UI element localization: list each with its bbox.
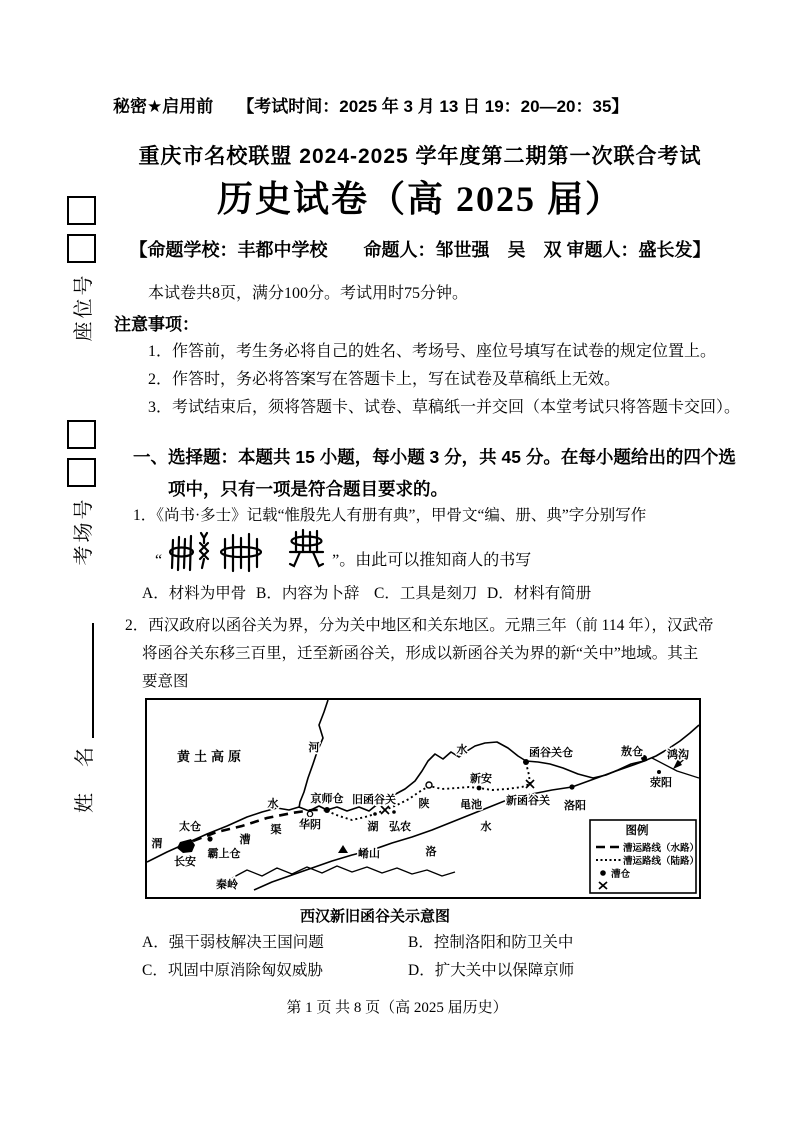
- question-2-line-2: 将函谷关东移三百里，迁至新函谷关，形成以新函谷关为界的新“关中”地域。其主: [142, 645, 699, 662]
- q2-option-d: D．扩大关中以保障京师: [408, 962, 575, 979]
- q2-option-b: B．控制洛阳和防卫关中: [408, 934, 574, 951]
- section-1-line-2: 项中，只有一项是符合题目要求的。: [168, 479, 448, 499]
- map-label-wei: 渭: [151, 838, 163, 850]
- notice-item-3: 3．考试结束后，须将答题卡、试卷、草稿纸一并交回（本堂考试只将答题卡交回）。: [148, 399, 741, 416]
- question-1-number: 1．: [133, 507, 157, 524]
- notice-title: 注意事项：: [114, 315, 199, 334]
- room-number-group: [66, 418, 96, 568]
- question-1-after-glyphs: ”。由此可以推知商人的书写: [332, 552, 532, 569]
- exam-series-title: 重庆市名校联盟 2024-2025 学年度第二期第一次联合考试: [138, 145, 702, 168]
- qinling-ridge-line: [232, 866, 455, 878]
- legend-granary-sample: [600, 870, 606, 876]
- legend-granary-label: 漕仓: [611, 869, 631, 880]
- map-label-hanguguancang: 函谷关仓: [529, 747, 573, 759]
- q1-option-c: C．工具是刻刀: [374, 585, 478, 602]
- map-label-shui-1: 水: [267, 798, 279, 810]
- q1-option-b: B．内容为卜辞: [256, 585, 360, 602]
- q2-option-a: A．强干弱枝解决王国问题: [142, 934, 324, 951]
- map-label-hongnong: 弘农: [389, 821, 411, 833]
- map-legend: [590, 820, 699, 893]
- oracle-glyph-row: [155, 524, 531, 576]
- notice-item-2: 2．作答时，务必将答案写在答题卡上，写在试卷及草稿纸上无效。: [148, 371, 621, 388]
- seat-number-group: [66, 194, 96, 344]
- huayin-marker: [307, 811, 312, 816]
- legend-water-route-label: 漕运路线（水路）: [623, 843, 699, 854]
- map-label-shanxian: 陕: [418, 798, 430, 810]
- map-label-changan: 长安: [174, 856, 196, 868]
- map-label-shui-3: 水: [480, 821, 492, 833]
- seat-number-box-1: [67, 235, 96, 264]
- exam-time-label: 【考试时间：2025 年 3 月 13 日 19：20—20：35】: [237, 97, 629, 116]
- map-figure: [145, 698, 701, 899]
- map-label-hu: 湖: [367, 821, 379, 833]
- room-number-label: 考场号: [72, 496, 95, 566]
- river-yellow-north: [299, 700, 328, 808]
- map-label-jingshicang: 京师仓: [310, 793, 344, 805]
- map-label-shui-2: 水: [456, 744, 468, 756]
- question-1-options: [0, 581, 794, 603]
- room-number-box-1: [67, 459, 96, 488]
- map-label-cao: 漕: [239, 834, 251, 846]
- question-2-options-row-1: [0, 930, 794, 952]
- question-1-text: 《尚书·多士》记载“惟殷先人有册有典”，甲骨文“编、册、典”字分别写作: [156, 507, 647, 524]
- confidential-label: 秘密★启用前: [113, 97, 214, 116]
- xingyang-dot: [657, 770, 661, 774]
- bashangcang-granary-dot: [207, 836, 212, 841]
- name-blank-line: [92, 623, 94, 738]
- map-label-xingyang: 荥阳: [650, 777, 672, 789]
- map-label-luoyang: 洛阳: [564, 800, 586, 812]
- map-label-bashangcang: 霸上仓: [207, 848, 241, 860]
- room-number-box-2: [67, 421, 96, 450]
- luoyang-dot: [569, 784, 574, 789]
- legend-title: 图例: [625, 825, 649, 837]
- seat-number-label: 座位号: [72, 272, 95, 342]
- map-caption: 西汉新旧函谷关示意图: [299, 909, 450, 925]
- section-1-line-1: 一、选择题：本题共 15 小题，每小题 3 分，共 45 分。在每小题给出的四个选: [133, 447, 736, 467]
- name-group: [65, 623, 97, 813]
- map-label-xinhanguguan: 新函谷关: [506, 795, 550, 807]
- setters-line: 【命题学校：丰都中学校 命题人：邹世强 吴 双 审题人：盛长发】: [129, 240, 711, 260]
- question-2-text-1: 西汉政府以函谷关为界，分为关中地区和关东地区。元鼎三年（前 114 年），汉武帝: [148, 617, 714, 634]
- paper-info: 本试卷共8页，满分100分。考试用时75分钟。: [148, 285, 469, 302]
- xinan-dot: [477, 786, 482, 791]
- hu-dot: [373, 812, 377, 816]
- q1-option-d: D．材料有简册: [487, 585, 592, 602]
- seat-number-box-2: [67, 197, 96, 226]
- page-footer: 第 1 页 共 8 页（高 2025 届历史）: [286, 1000, 508, 1016]
- map-label-qinling: 秦岭: [216, 879, 238, 891]
- changan-city-marker: [177, 839, 195, 853]
- map-label-jiuhanguguan: 旧函谷关: [352, 794, 396, 806]
- shan-marker: [426, 782, 432, 788]
- map-label-taicang: 太仓: [179, 821, 201, 833]
- map-label-aocang: 敖仓: [621, 746, 643, 758]
- oracle-glyph-dian: [286, 528, 326, 576]
- honggou-canal: [652, 758, 699, 778]
- legend-land-route-label: 漕运路线（陆路）: [623, 856, 699, 867]
- question-2-line-1: [125, 613, 713, 635]
- paper-title: 历史试卷（高 2025 届）: [216, 179, 623, 219]
- jingshicang-granary-dot: [324, 807, 330, 813]
- q1-option-a: A．材料为甲骨: [142, 585, 247, 602]
- map-label-xinan: 新安: [470, 773, 492, 785]
- q2-option-c: C．巩固中原消除匈奴威胁: [142, 962, 323, 979]
- question-2-line-3: 要意图: [142, 673, 189, 690]
- map-label-minchi: 黾池: [460, 799, 482, 811]
- map-label-huayin-1: 华阴: [299, 819, 321, 831]
- hanguguancang-granary-dot: [523, 759, 529, 765]
- oracle-glyph-bian: [168, 530, 214, 576]
- notice-item-1: 1．作答前，考生务必将自己的姓名、考场号、座位号填写在试卷的规定位置上。: [148, 343, 717, 360]
- hangu-pass-map: [147, 700, 699, 897]
- oracle-glyph-ce: [220, 530, 262, 576]
- question-2-options-row-2: [0, 958, 794, 980]
- map-label-he: 河: [308, 742, 320, 754]
- new-hangu-pass-cross: [526, 780, 534, 788]
- map-label-huangtugaoyuan: 黄土高原: [177, 749, 246, 764]
- old-hangu-pass-cross: [381, 806, 389, 814]
- map-label-honggou: 鸿沟: [667, 749, 689, 761]
- open-quote: “: [155, 552, 163, 569]
- question-2-number: 2．: [125, 617, 149, 634]
- map-label-luo: 洛: [425, 846, 437, 858]
- name-label: 姓 名: [74, 744, 96, 813]
- question-1-stem: [133, 503, 646, 525]
- hongnong-dot: [392, 810, 396, 814]
- map-label-qu: 渠: [270, 824, 282, 836]
- xiaoshan-mountain-marker: [338, 845, 348, 853]
- map-label-xiaoshan: 崤山: [358, 848, 380, 860]
- section-1-header: [133, 441, 749, 505]
- page-header: [113, 92, 628, 117]
